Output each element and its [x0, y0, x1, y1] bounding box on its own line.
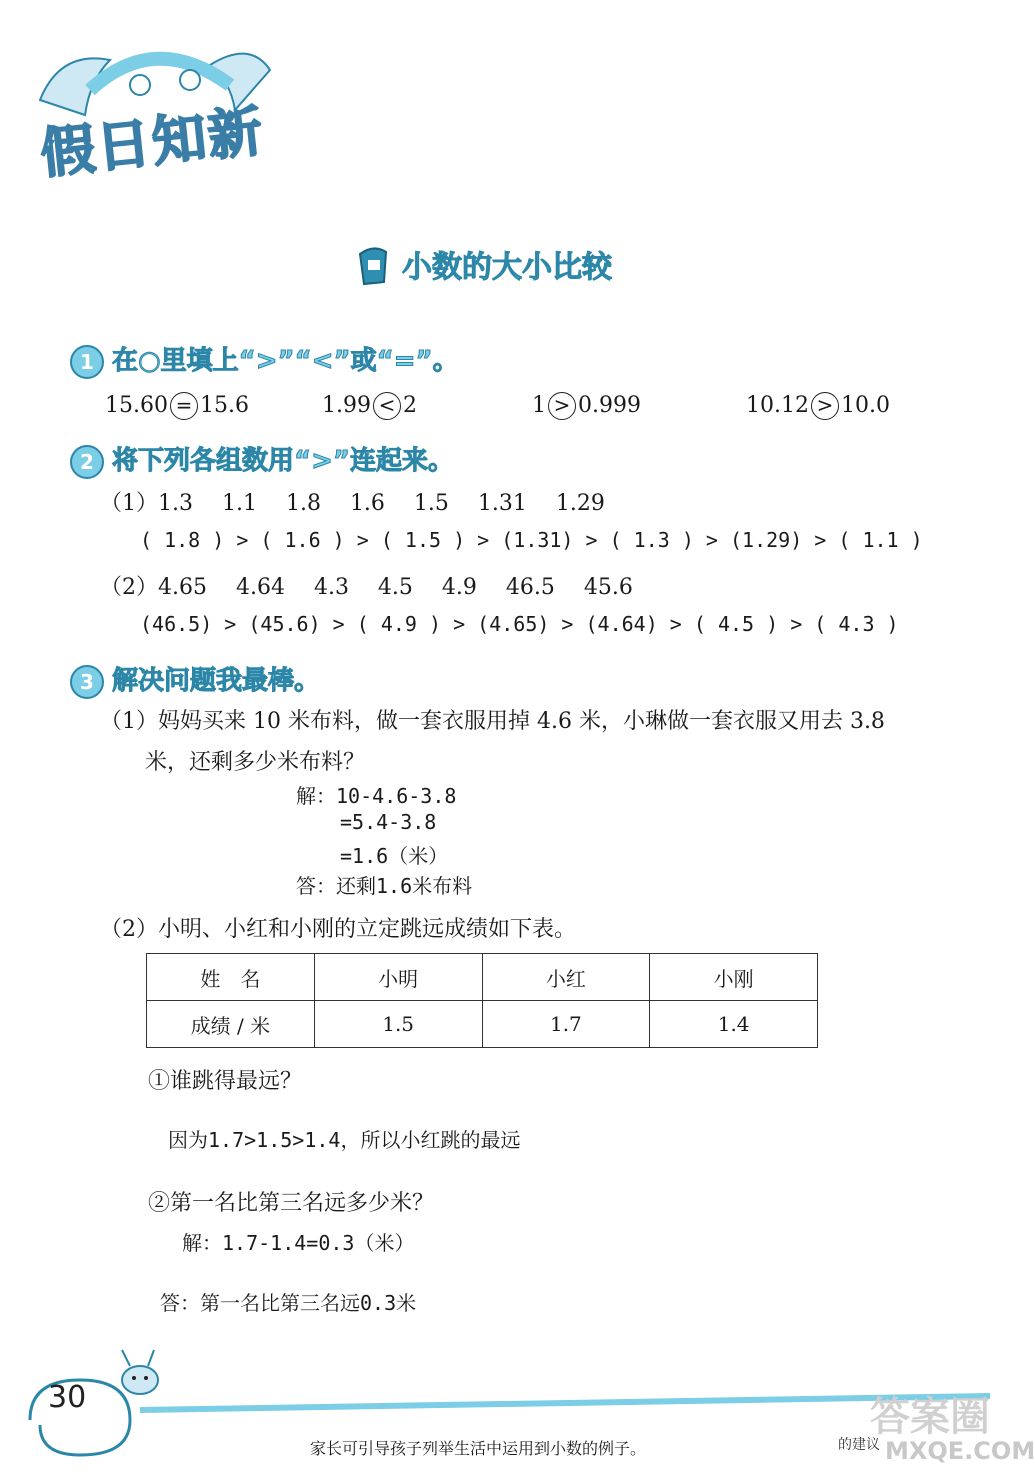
q1-heading	[70, 340, 459, 379]
table-cell-xiaohong: 1.7	[482, 1001, 650, 1048]
q3-heading	[70, 660, 320, 699]
q3-p2-intro: （2）小明、小红和小刚的立定跳远成绩如下表。	[100, 917, 576, 942]
scores-table	[146, 953, 818, 1048]
q1-number: 1	[70, 345, 104, 379]
q1-item-4-left: 10.12	[746, 393, 809, 418]
q2-number: 2	[70, 445, 104, 479]
watermark-logo: 答案圈	[870, 1394, 990, 1440]
q2-part2-answer: (46.5) > (45.6) > ( 4.9 ) > (4.65) > (4.64) > ( 4.5 ) > ( 4.3 )	[140, 612, 899, 636]
q3-p1-solution-3: =1.6（米）	[340, 844, 449, 868]
q1-item-2-left: 1.99	[322, 393, 371, 418]
section-title: 小数的大小比较	[402, 250, 612, 285]
table-header-xiaoming: 小明	[314, 954, 482, 1001]
q3-number: 3	[70, 665, 104, 699]
q1-item-3-left: 1	[532, 393, 546, 418]
q2-part1-answer: ( 1.8 ) > ( 1.6 ) > ( 1.5 ) > (1.31) > ( 1.3 ) > (1.29) > ( 1.1 )	[140, 528, 923, 552]
q3-p1-line2: 米，还剩多少米布料？	[145, 750, 366, 775]
q1-item-1	[105, 392, 249, 420]
q2-heading	[70, 440, 454, 479]
table-cell-label: 成绩 / 米	[147, 1001, 315, 1048]
table-row	[147, 1001, 818, 1048]
q3-p1-solution-1: 解：10-4.6-3.8	[296, 784, 457, 808]
table-row	[147, 954, 818, 1001]
q1-item-3-right: 0.999	[578, 393, 641, 418]
q2-heading-text: 将下列各组数用“>”连起来。	[112, 446, 454, 476]
page-number: 30	[48, 1380, 87, 1415]
q3-sub2-question: ②第一名比第三名远多少米？	[148, 1191, 435, 1216]
watermark-url: MXQE.COM	[885, 1437, 1035, 1465]
footer-tip-label: 的建议	[838, 1437, 880, 1453]
table-cell-xiaoming: 1.5	[314, 1001, 482, 1048]
q3-p1-line1: （1）妈妈买来 10 米布料，做一套衣服用掉 4.6 米，小琳做一套衣服又用去 3.8	[100, 709, 885, 734]
q1-item-1-sign: =	[170, 392, 198, 420]
q1-item-2-right: 2	[402, 393, 417, 418]
q1-item-1-left: 15.60	[105, 393, 168, 418]
q3-sub2-solution: 解：1.7-1.4=0.3（米）	[182, 1231, 415, 1255]
q1-item-3-sign: >	[548, 392, 576, 420]
q1-item-4-right: 10.0	[840, 393, 890, 418]
q3-sub2-answer: 答：第一名比第三名远0.3米	[160, 1291, 417, 1315]
table-cell-xiaogang: 1.4	[650, 1001, 818, 1048]
q3-sub1-answer: 因为1.7>1.5>1.4，所以小红跳的最远	[168, 1128, 521, 1152]
footer-parent-note: 家长可引导孩子列举生活中运用到小数的例子。	[310, 1439, 647, 1458]
logo-text: 假日知新	[37, 99, 268, 186]
q3-heading-text: 解决问题我最棒。	[112, 666, 321, 696]
q3-p1-answer: 答：还剩1.6米布料	[296, 874, 473, 898]
q3-sub1-question: ①谁跳得最远？	[148, 1069, 303, 1094]
q1-item-3	[532, 392, 641, 420]
table-header-xiaogang: 小刚	[650, 954, 818, 1001]
q1-item-2-sign: <	[373, 392, 401, 420]
q1-item-1-right: 15.6	[199, 393, 249, 418]
q1-item-4-sign: >	[811, 392, 839, 420]
q2-part1-given: （1）1.3 1.1 1.8 1.6 1.5 1.31 1.29	[100, 491, 605, 516]
q3-p1-solution-2: =5.4-3.8	[340, 810, 437, 834]
q1-heading-text: 在○里填上“>”“<”或“=”。	[112, 346, 459, 376]
q1-item-2	[322, 392, 417, 420]
table-header-xiaohong: 小红	[482, 954, 650, 1001]
table-header-name: 姓 名	[147, 954, 315, 1001]
q2-part2-given: （2）4.65 4.64 4.3 4.5 4.9 46.5 45.6	[100, 575, 633, 600]
section-title-icon	[356, 244, 392, 286]
q1-item-4	[746, 392, 890, 420]
